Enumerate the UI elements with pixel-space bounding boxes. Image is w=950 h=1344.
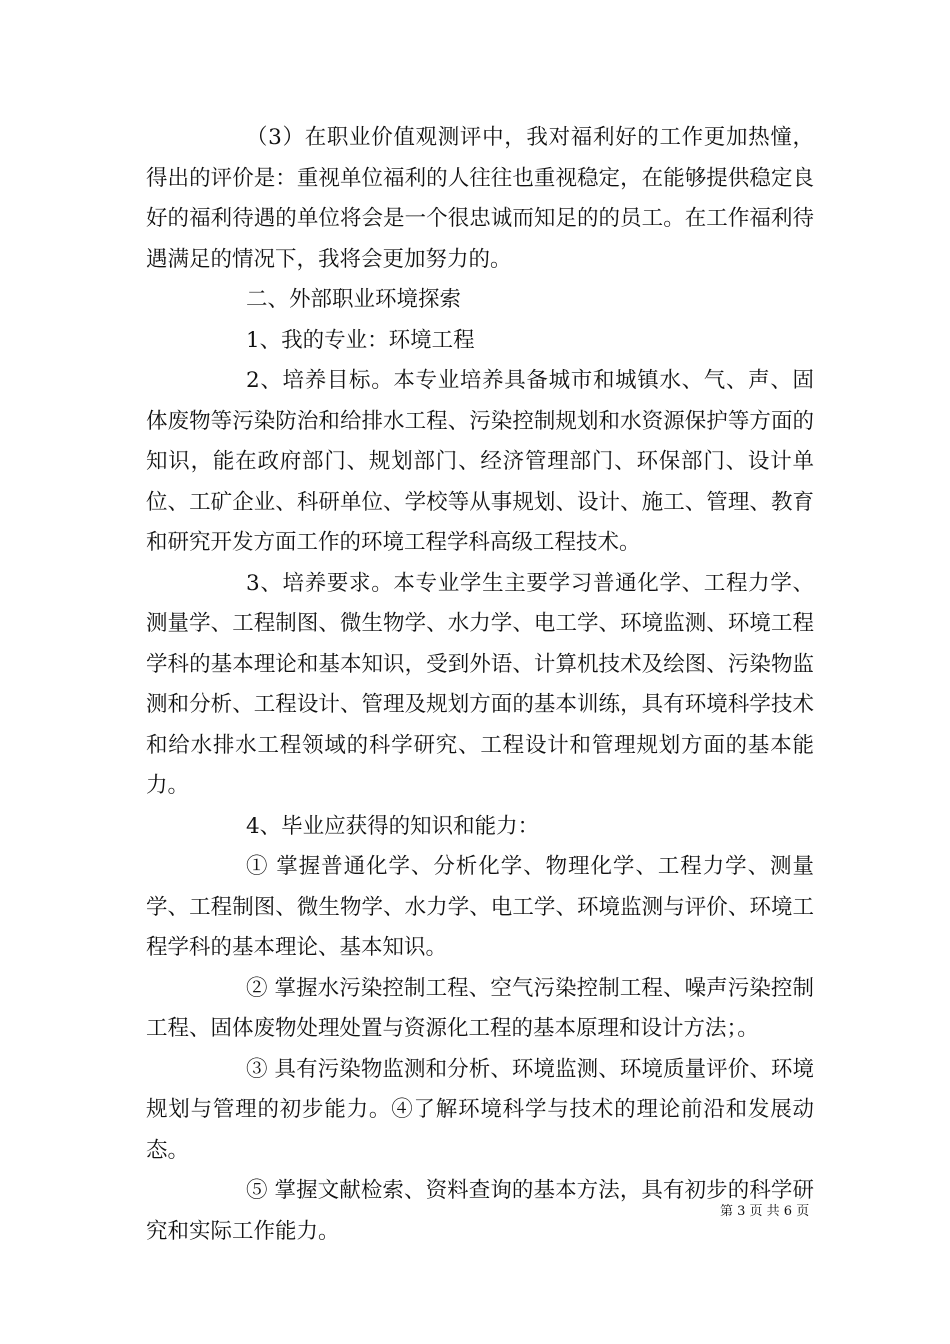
list-item-ability-5: ⑤ 掌握文献检索、资料查询的基本方法，具有初步的科学研究和实际工作能力。 <box>146 1178 814 1244</box>
list-item-ability-1: ① 掌握普通化学、分析化学、物理化学、工程力学、测量学、工程制图、微生物学、水力学、电工学、环境监测与评价、环境工程学科的基本理论、基本知识。 <box>146 854 814 960</box>
page-number-footer: 第 3 页 共 6 页 <box>720 1204 810 1219</box>
list-item-ability-2: ② 掌握水污染控制工程、空气污染控制工程、噪声污染控制工程、固体废物处理处置与资源化工程的基本原理和设计方法；。 <box>146 975 814 1041</box>
paragraph-value-assessment: （3）在职业价值观测评中，我对福利好的工作更加热憧，得出的评价是：重视单位福利的人往往也重视稳定，在能够提供稳定良好的福利待遇的单位将会是一个很忠诚而知足的的员工。在工作福利待遇满足的情况下，我将会更加努力的。 <box>146 125 814 272</box>
paragraph-training-requirements: 3、培养要求。本专业学生主要学习普通化学、工程力学、测量学、工程制图、微生物学、水力学、电工学、环境监测、环境工程学科的基本理论和基本知识，受到外语、计算机技术及绘图、污染物监测和分析、工程设计、管理及规划方面的基本训练，具有环境科学技术和给水排水工程领域的科学研究、工程设计和管理规划方面的基本能力。 <box>146 570 814 798</box>
section-heading-external-environment: 二、外部职业环境探索 <box>246 287 462 312</box>
document-body <box>146 118 814 1252</box>
list-item-ability-3-4: ③ 具有污染物监测和分析、环境监测、环境质量评价、环境规划与管理的初步能力。④了解环境科学与技术的理论前沿和发展动态。 <box>146 1056 814 1163</box>
paragraph-major: 1、我的专业：环境工程 <box>246 327 475 353</box>
paragraph-graduate-abilities-heading: 4、毕业应获得的知识和能力： <box>246 813 540 839</box>
paragraph-training-goal: 2、培养目标。本专业培养具备城市和城镇水、气、声、固体废物等污染防治和给排水工程、污染控制规划和水资源保护等方面的知识，能在政府部门、规划部门、经济管理部门、环保部门、设计单位、工矿企业、科研单位、学校等从事规划、设计、施工、管理、教育和研究开发方面工作的环境工程学科高级工程技术。 <box>146 368 814 555</box>
